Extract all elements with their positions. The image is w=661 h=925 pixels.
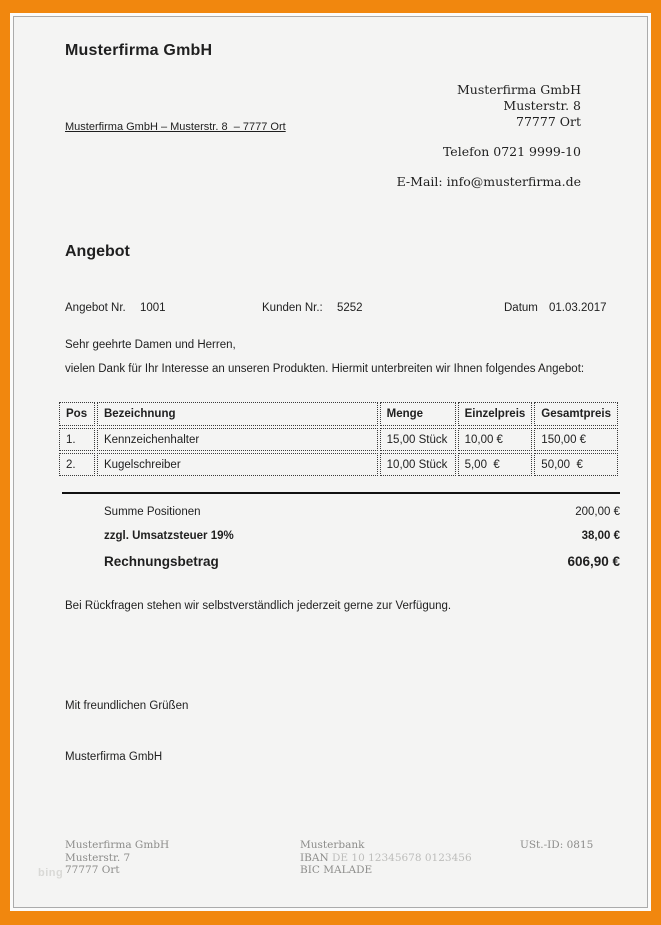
iban-value: DE 10 12345678 0123456 <box>328 851 472 864</box>
footer-street: Musterstr. 7 <box>65 851 131 864</box>
document-title: Angebot <box>65 243 130 260</box>
cell-einzelpreis: 5,00 € <box>458 453 533 476</box>
header-menge: Menge <box>380 402 456 426</box>
footer-bic: BIC MALADE <box>300 864 373 876</box>
cell-menge: 15,00 Stück <box>380 428 456 451</box>
greeting-line: Sehr geehrte Damen und Herren, <box>65 339 236 351</box>
contact-name: Musterfirma GmbH <box>457 82 581 97</box>
cell-pos: 1. <box>59 428 95 451</box>
cell-gesamtpreis: 150,00 € <box>534 428 618 451</box>
footer-city: 77777 Ort <box>65 864 120 876</box>
cell-einzelpreis: 10,00 € <box>458 428 533 451</box>
iban-label: IBAN <box>300 851 329 864</box>
table-row <box>59 453 618 476</box>
customer-number-label: Kunden Nr.: <box>262 302 323 314</box>
header-bezeichnung: Bezeichnung <box>97 402 378 426</box>
items-table-header-row <box>59 402 618 426</box>
footer-iban-line <box>300 852 472 865</box>
date-value: 01.03.2017 <box>549 302 607 314</box>
signature-line: Musterfirma GmbH <box>65 751 163 763</box>
cell-bezeichnung: Kugelschreiber <box>97 453 378 476</box>
grand-total-label: Rechnungsbetrag <box>104 554 219 569</box>
note-line: Bei Rückfragen stehen wir selbstverständlich jederzeit gerne zur Verfügung. <box>65 600 452 612</box>
offer-number-value: 1001 <box>140 302 166 314</box>
footer-vat-column <box>520 839 593 852</box>
totals-divider-line <box>62 492 620 494</box>
closing-line: Mit freundlichen Grüßen <box>65 700 189 712</box>
footer-bank-name: Musterbank <box>300 839 365 851</box>
contact-phone: Telefon 0721 9999-10 <box>442 144 581 159</box>
header-einzelpreis: Einzelpreis <box>458 402 533 426</box>
grand-total-value: 606,90 € <box>567 554 620 569</box>
items-table <box>57 400 620 478</box>
footer-address-column <box>65 839 169 877</box>
header-gesamtpreis: Gesamtpreis <box>534 402 618 426</box>
contact-street: Musterstr. 8 <box>503 98 581 113</box>
cell-gesamtpreis: 50,00 € <box>534 453 618 476</box>
footer-bank-column <box>300 839 472 877</box>
contact-block <box>397 82 581 190</box>
sender-address-line: Musterfirma GmbH – Musterstr. 8 – 7777 Ort <box>65 121 286 133</box>
document-page <box>13 16 648 908</box>
footer-vat-id: USt.-ID: 0815 <box>520 839 594 851</box>
intro-line: vielen Dank für Ihr Interesse an unseren Produkten. Hiermit unterbreiten wir Ihnen folgendes Angebot: <box>65 363 585 375</box>
sum-label: Summe Positionen <box>104 506 201 518</box>
company-header: Musterfirma GmbH <box>65 42 213 59</box>
cell-menge: 10,00 Stück <box>380 453 456 476</box>
customer-number-value: 5252 <box>337 302 363 314</box>
sum-value: 200,00 € <box>575 506 620 518</box>
cell-pos: 2. <box>59 453 95 476</box>
header-pos: Pos <box>59 402 95 426</box>
tax-value: 38,00 € <box>581 530 620 542</box>
watermark: bing <box>38 867 64 879</box>
offer-number-label: Angebot Nr. <box>65 302 126 314</box>
cell-bezeichnung: Kennzeichenhalter <box>97 428 378 451</box>
contact-email: E-Mail: info@musterfirma.de <box>396 174 581 189</box>
footer-company: Musterfirma GmbH <box>65 839 170 851</box>
table-row <box>59 428 618 451</box>
tax-label: zzgl. Umsatzsteuer 19% <box>104 530 234 542</box>
contact-city: 77777 Ort <box>516 114 581 129</box>
date-label: Datum <box>504 302 538 314</box>
